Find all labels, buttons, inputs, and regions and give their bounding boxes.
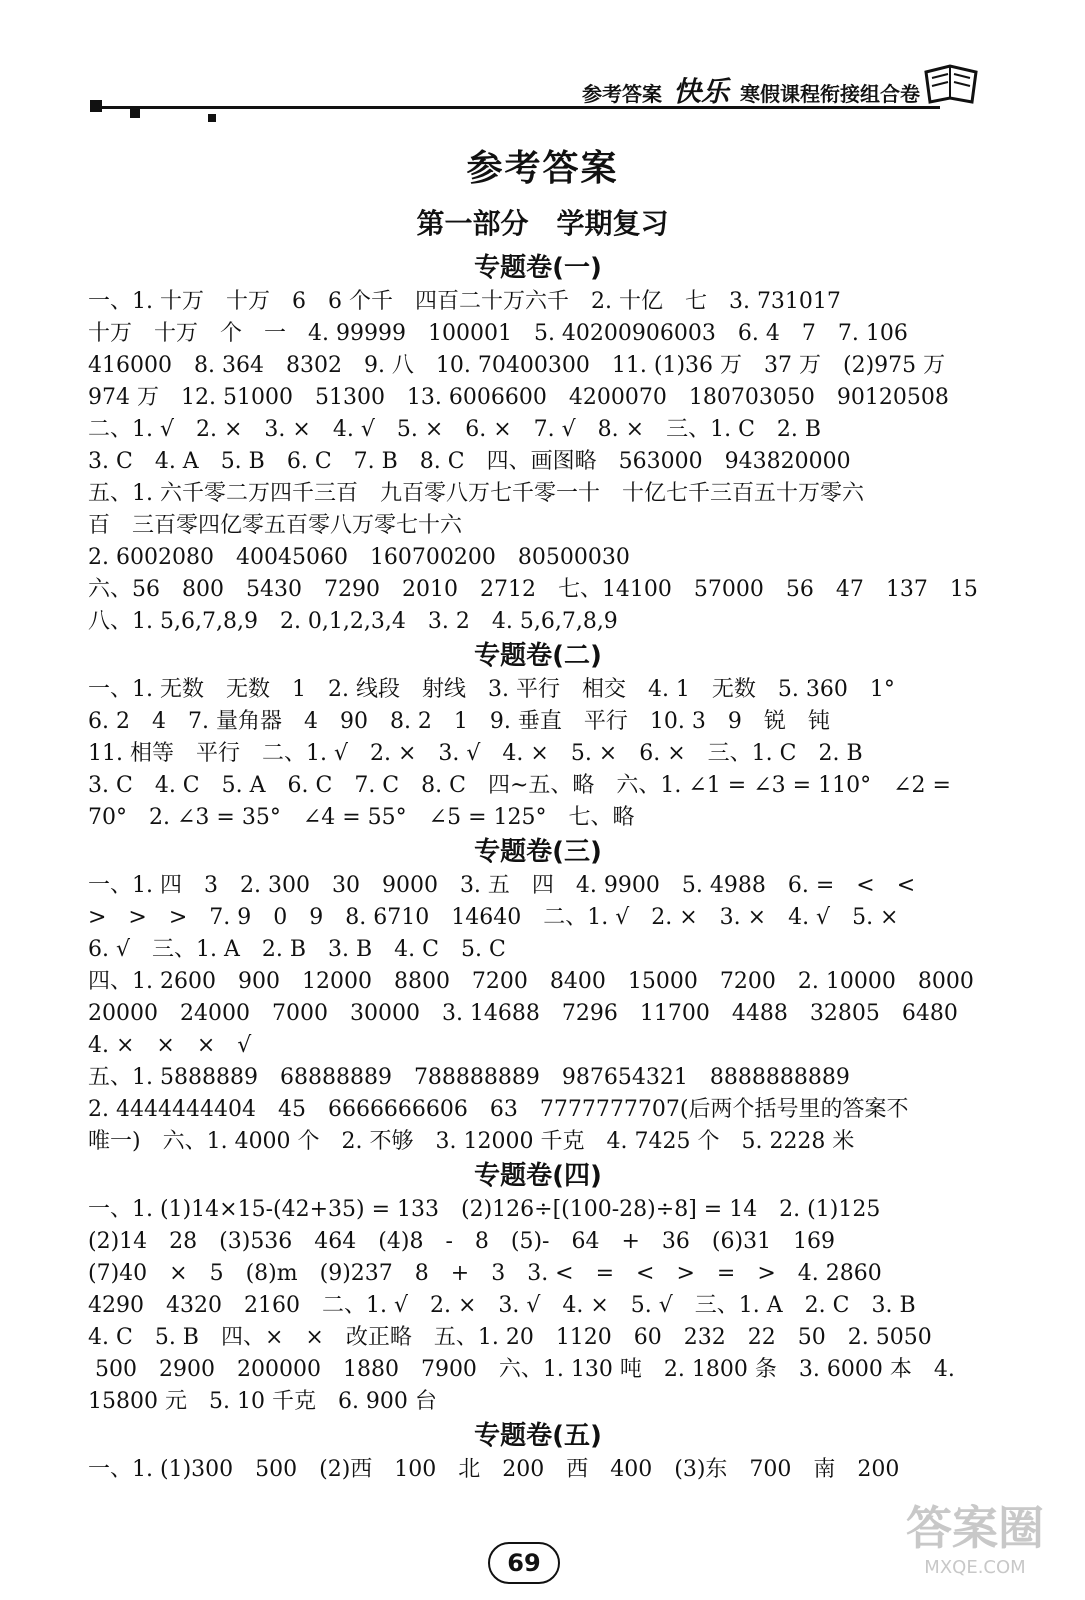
- answer-line: 15800 元 5. 10 千克 6. 900 台: [88, 1389, 437, 1414]
- answer-line: 4. × × × √: [88, 1033, 252, 1058]
- header-square-marker: [208, 114, 216, 122]
- header-brand: 快乐: [673, 75, 730, 108]
- answer-line: 一、1. (1)14×15-(42+35) = 133 (2)126÷[(100-28)÷8] = 14 2. (1)125: [88, 1197, 881, 1222]
- answer-line: 二、1. √ 2. × 3. × 4. √ 5. × 6. × 7. √ 8. × 三、1. C 2. B: [88, 417, 822, 442]
- answer-line: 3. C 4. C 5. A 6. C 7. C 8. C 四~五、略 六、1. ∠1 = ∠3 = 110° ∠2 =: [88, 773, 951, 798]
- section-title: 专题卷(四): [474, 1161, 602, 1191]
- answer-line: 一、1. 四 3 2. 300 30 9000 3. 五 四 4. 9900 5. 4988 6. = < <: [88, 873, 916, 898]
- header-square-marker: [130, 108, 140, 118]
- book-icon: [922, 62, 980, 108]
- page-number: 69: [488, 1542, 560, 1584]
- answer-line: 唯一) 六、1. 4000 个 2. 不够 3. 12000 千克 4. 7425 个 5. 2228 米: [88, 1129, 855, 1154]
- answer-line: 416000 8. 364 8302 9. 八 10. 70400300 11. (1)36 万 37 万 (2)975 万: [88, 353, 946, 378]
- answer-line: 一、1. 十万 十万 6 6 个千 四百二十万六千 2. 十亿 七 3. 731017: [88, 289, 841, 314]
- answer-line: 五、1. 六千零二万四千三百 九百零八万七千零一十 十亿七千三百五十万零六: [88, 481, 864, 506]
- header-left-label: 参考答案: [582, 82, 663, 106]
- watermark-url: MXQE.COM: [924, 1557, 1026, 1578]
- answer-line: 4. C 5. B 四、× × 改正略 五、1. 20 1120 60 232 22 50 2. 5050: [88, 1325, 932, 1350]
- answer-line: 一、1. (1)300 500 (2)西 100 北 200 西 400 (3)东 700 南 200: [88, 1457, 900, 1482]
- header-series: 寒假课程衔接组合卷: [740, 82, 920, 106]
- part-title: 第一部分 学期复习: [416, 207, 669, 240]
- answer-line: 4290 4320 2160 二、1. √ 2. × 3. √ 4. × 5. √ 三、1. A 2. C 3. B: [88, 1293, 916, 1318]
- answer-line: 11. 相等 平行 二、1. √ 2. × 3. √ 4. × 5. × 6. × 三、1. C 2. B: [88, 741, 863, 766]
- answer-line: 百 三百零四亿零五百零八万零七十六: [88, 513, 463, 538]
- answer-line: 3. C 4. A 5. B 6. C 7. B 8. C 四、画图略 563000 943820000: [88, 449, 851, 474]
- answer-line: 500 2900 200000 1880 7900 六、1. 130 吨 2. 1800 条 3. 6000 本 4.: [88, 1357, 955, 1382]
- section-title: 专题卷(二): [474, 641, 602, 671]
- answer-line: (7)40 × 5 (8)m (9)237 8 + 3 3. < = < > = > 4. 2860: [88, 1261, 882, 1286]
- answer-line: 2. 6002080 40045060 160700200 80500030: [88, 545, 630, 570]
- answer-line: 20000 24000 7000 30000 3. 14688 7296 11700 4488 32805 6480: [88, 1001, 958, 1026]
- watermark: [885, 1500, 1065, 1590]
- watermark-logo: 答案圈: [906, 1501, 1044, 1555]
- section-title: 专题卷(一): [474, 253, 602, 283]
- answer-line: (2)14 28 (3)536 464 (4)8 - 8 (5)- 64 + 36 (6)31 169: [88, 1229, 836, 1254]
- answer-line: 6. 2 4 7. 量角器 4 90 8. 2 1 9. 垂直 平行 10. 3 9 锐 钝: [88, 709, 830, 734]
- answer-line: > > > 7. 9 0 9 8. 6710 14640 二、1. √ 2. × 3. × 4. √ 5. ×: [88, 905, 899, 930]
- answer-line: 6. √ 三、1. A 2. B 3. B 4. C 5. C: [88, 937, 506, 962]
- header-text: [582, 70, 920, 110]
- answer-line: 四、1. 2600 900 12000 8800 7200 8400 15000 7200 2. 10000 8000: [88, 969, 974, 994]
- answer-line: 70° 2. ∠3 = 35° ∠4 = 55° ∠5 = 125° 七、略: [88, 805, 635, 830]
- answer-line: 一、1. 无数 无数 1 2. 线段 射线 3. 平行 相交 4. 1 无数 5. 360 1°: [88, 677, 895, 702]
- answer-line: 十万 十万 个 一 4. 99999 100001 5. 40200906003 6. 4 7 7. 106: [88, 321, 908, 346]
- answer-line: 五、1. 5888889 68888889 788888889 987654321 8888888889: [88, 1065, 850, 1090]
- answer-line: 八、1. 5,6,7,8,9 2. 0,1,2,3,4 3. 2 4. 5,6,7,8,9: [88, 609, 618, 634]
- page-header: [80, 60, 980, 130]
- answer-line: 六、56 800 5430 7290 2010 2712 七、14100 57000 56 47 137 15: [88, 577, 978, 602]
- page-title: 参考答案: [466, 148, 619, 189]
- answer-line: 2. 4444444404 45 6666666606 63 7777777707(后两个括号里的答案不: [88, 1097, 909, 1122]
- section-title: 专题卷(五): [474, 1421, 602, 1451]
- section-title: 专题卷(三): [474, 837, 602, 867]
- answer-content: [88, 250, 988, 1486]
- answer-line: 974 万 12. 51000 51300 13. 6006600 4200070 180703050 90120508: [88, 385, 949, 410]
